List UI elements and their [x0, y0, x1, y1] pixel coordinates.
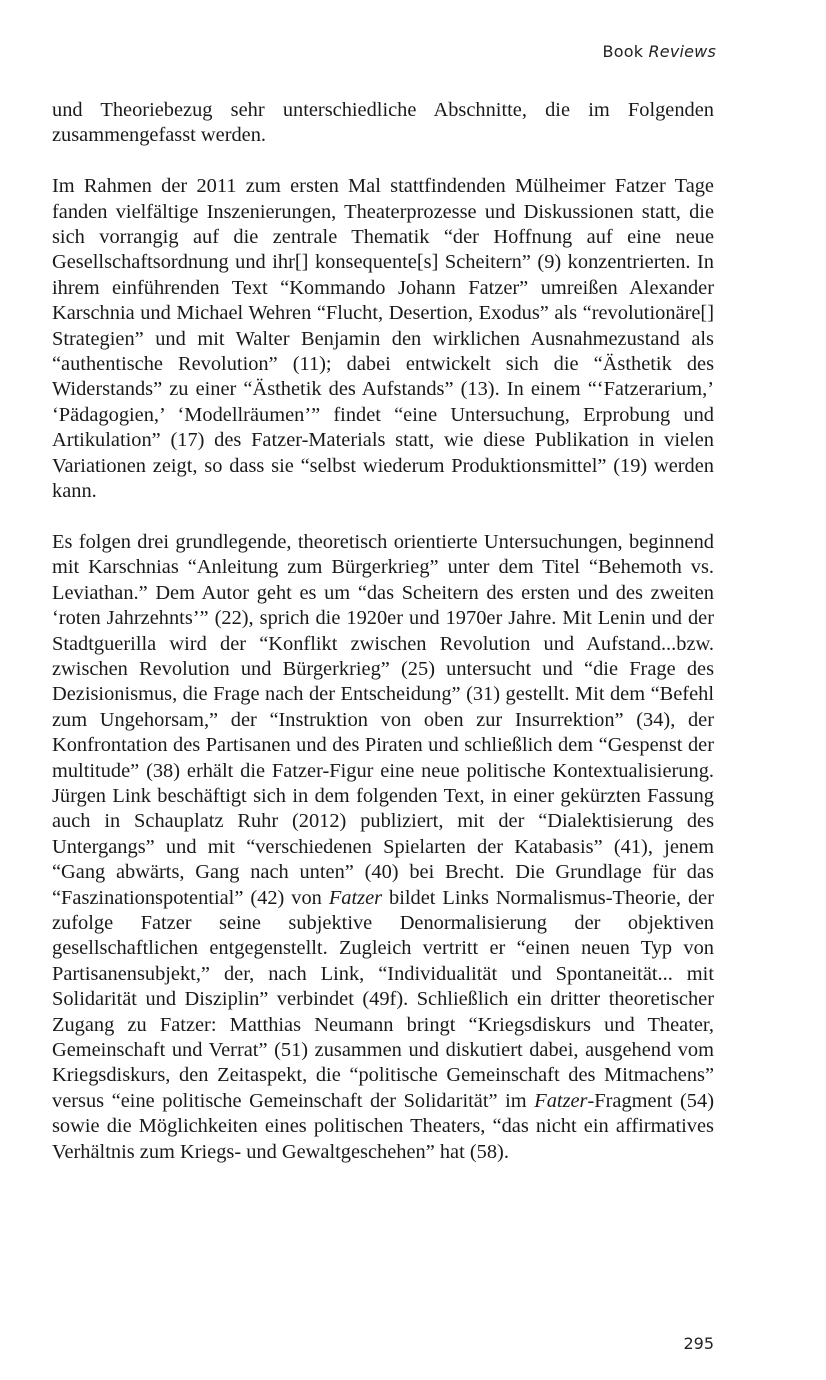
paragraph-3-part-3: -Fragment (54) sowie die Möglichkeiten eines politischen Theaters, “das nicht ein affirmatives Verhältnis zum Kriegs- und Gewaltgeschehen” hat (58). — [52, 1089, 714, 1163]
paragraph-3-part-1: Es folgen drei grundlegende, theoretisch orientierte Untersuchungen, beginnend mit Karschnias “Anleitung zum Bürgerkrieg” unter dem Titel “Behemoth vs. Leviathan.” Dem Autor geht es um “das Scheitern des ersten und des zweiten ‘roten Jahrzehnts’” (22), sprich die 1920er und 1970er Jahre. Mit Lenin und der Stadtguerilla wird der “Konflikt zwischen Revolution und Aufstand...bzw. zwischen Revolution und Bürgerkrieg” (25) untersucht und “die Frage des Dezisionismus, die Frage nach der Entscheidung” (31) gestellt. Mit dem “Befehl zum Ungehorsam,” der “Instruktion von oben zur Insurrektion” (34), der Konfrontation des Partisanen und des Piraten und schließlich dem “Gespenst der multitude” (38) erhält die Fatzer-Figur eine neue politische Kontextualisierung. Jürgen Link beschäftigt sich in dem folgenden Text, in einer gekürzten Fassung auch in Schauplatz Ruhr (2012) publiziert, mit der “Dialektisierung des Untergangs” und mit “verschiedenen Spielarten der Katabasis” (41), jenem “Gang abwärts, Gang nach unten” (40) bei Brecht. Die Grundlage für das “Faszinationspotential” (42) von — [52, 530, 714, 909]
work-title-fatzer: Fatzer — [534, 1089, 588, 1112]
work-title-fatzer: Fatzer — [328, 886, 383, 909]
paragraph-1: und Theoriebezug sehr unterschiedliche Abschnitte, die im Folgenden zusammengefasst werden. — [52, 99, 714, 147]
page-number: 295 — [683, 1334, 714, 1353]
running-head — [603, 42, 716, 61]
running-head-italic: Reviews — [648, 42, 716, 61]
paragraph-2: Im Rahmen der 2011 zum ersten Mal stattfindenden Mülheimer Fatzer Tage fanden vielfältige Inszenierungen, Theaterprozesse und Diskussionen statt, die sich vorrangig auf die zentrale Thematik “der Hoffnung auf eine neue Gesellschaftsordnung und ihr[] konsequente[s] Scheitern” (9) konzentrierten. In ihrem einführenden Text “Kommando Johann Fatzer” umreißen Alexander Karschnia und Michael Wehren “Flucht, Desertion, Exodus” als “revolutionäre[] Strategien” und mit Walter Benjamin den wirklichen Ausnahmezustand als “authentische Revolution” (11); dabei entwickelt sich die “Ästhetik des Widerstands” zu einer “Ästhetik des Aufstands” (13). In einem “‘Fatzerarium,’ ‘Pädagogien,’ ‘Modellräumen’” findet “eine Untersuchung, Erprobung und Artikulation” (17) des Fatzer-Materials statt, wie diese Publikation in vielen Variationen zeigt, so dass sie “selbst wiederum Produktionsmittel” (19) werden kann. — [52, 175, 714, 503]
paragraph-3-part-2: bildet Links Normalismus-Theorie, der zufolge Fatzer seine subjektive Denormalisierung der objektiven gesellschaftlichen entgegenstellt. Zugleich vertritt er “einen neuen Typ von Partisanensubjekt,” der, nach Link, “Individualität und Spontaneität... mit Solidarität und Disziplin” verbindet (49f). Schließlich ein dritter theoretischer Zugang zu Fatzer: Matthias Neumann bringt “Kriegsdiskurs und Theater, Gemeinschaft und Verrat” (51) zusammen und diskutiert dabei, ausgehend vom Kriegsdiskurs, den Zeitaspekt, die “politische Gemeinschaft des Mitmachens” versus “eine politische Gemeinschaft der Solidarität” im — [52, 886, 714, 1112]
running-head-plain: Book — [602, 42, 649, 61]
paragraph-3 — [52, 530, 714, 1165]
body-text — [52, 98, 714, 1190]
